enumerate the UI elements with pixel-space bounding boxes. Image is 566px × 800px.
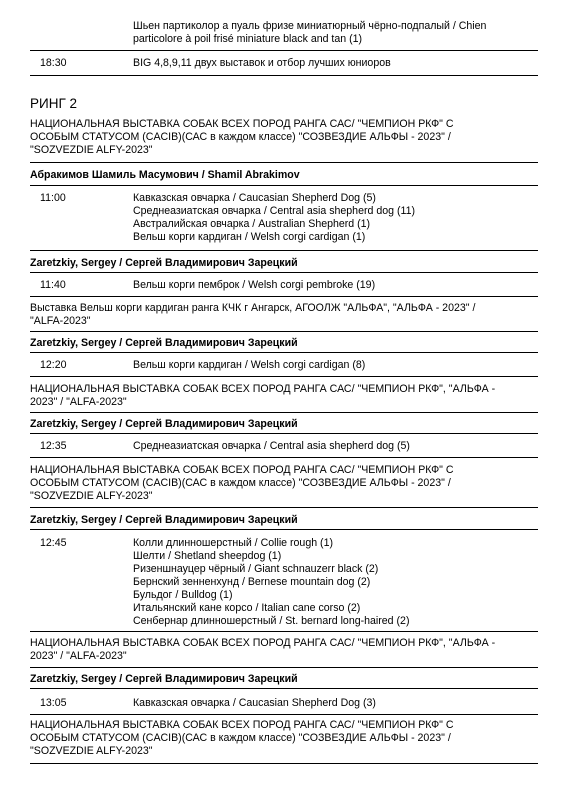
- show-line: ОСОБЫМ СТАТУСОМ (CACIB)(САС в каждом классе) "СОЗВЕЗДИЕ АЛЬФЫ - 2023" /: [30, 477, 451, 489]
- breed-list: [133, 359, 533, 372]
- divider: [30, 631, 538, 632]
- show-line: НАЦИОНАЛЬНАЯ ВЫСТАВКА СОБАК ВСЕХ ПОРОД РАНГА САС/ "ЧЕМПИОН РКФ" С: [30, 464, 454, 476]
- judge-name: Абракимов Шамиль Масумович / Shamil Abrakimov: [30, 169, 300, 181]
- breed-line: Ризеншнауцер чёрный / Giant schnauzerr black (2): [133, 563, 379, 575]
- divider: [30, 688, 538, 689]
- breed-line: Австралийская овчарка / Australian Shepherd (1): [133, 218, 371, 230]
- show-line: НАЦИОНАЛЬНАЯ ВЫСТАВКА СОБАК ВСЕХ ПОРОД РАНГА САС/ "ЧЕМПИОН РКФ" С: [30, 719, 454, 731]
- show-line: 2023" / "ALFA-2023": [30, 650, 127, 662]
- divider: [30, 667, 538, 668]
- divider: [30, 352, 538, 353]
- breed-list: [133, 192, 533, 244]
- show-title: [30, 719, 538, 758]
- breed-line: Шьен партиколор а пуаль фризе миниатюрный чёрно-подпалый / Chien: [133, 20, 487, 32]
- show-title: [30, 118, 538, 157]
- ring-title: РИНГ 2: [30, 96, 78, 111]
- divider: [30, 272, 538, 273]
- divider: [30, 507, 538, 508]
- show-line: ОСОБЫМ СТАТУСОМ (CACIB)(САС в каждом классе) "СОЗВЕЗДИЕ АЛЬФЫ - 2023" /: [30, 732, 451, 744]
- breed-list: [133, 279, 533, 292]
- time-slot: 18:30: [40, 57, 67, 69]
- judge-name: Zaretzkiy, Sergey / Сергей Владимирович Зарецкий: [30, 673, 298, 685]
- breed-list: [133, 537, 533, 628]
- time-slot: 13:05: [40, 697, 67, 709]
- show-line: НАЦИОНАЛЬНАЯ ВЫСТАВКА СОБАК ВСЕХ ПОРОД РАНГА САС/ "ЧЕМПИОН РКФ", "АЛЬФА -: [30, 637, 496, 649]
- divider: [30, 376, 538, 377]
- divider: [30, 50, 538, 51]
- show-line: "ALFA-2023": [30, 315, 91, 327]
- divider: [30, 529, 538, 530]
- breed-line: Вельш корги кардиган / Welsh corgi cardigan (1): [133, 231, 366, 243]
- time-slot: 11:00: [40, 192, 66, 204]
- time-slot: 12:20: [40, 359, 67, 371]
- judge-name: Zaretzkiy, Sergey / Сергей Владимирович Зарецкий: [30, 257, 298, 269]
- show-line: ОСОБЫМ СТАТУСОМ (CACIB)(САС в каждом классе) "СОЗВЕЗДИЕ АЛЬФЫ - 2023" /: [30, 131, 451, 143]
- show-line: "SOZVEZDIE ALFY-2023": [30, 490, 153, 502]
- breed-line: Бульдог / Bulldog (1): [133, 589, 233, 601]
- divider: [30, 250, 538, 251]
- show-title: [30, 383, 538, 409]
- breed-line: Вельш корги кардиган / Welsh corgi cardigan (8): [133, 359, 366, 371]
- divider: [30, 185, 538, 186]
- breed-line: Бернский зенненхунд / Bernese mountain dog (2): [133, 576, 371, 588]
- event-line: BIG 4,8,9,11 двух выставок и отбор лучших юниоров: [133, 57, 391, 69]
- judge-name: Zaretzkiy, Sergey / Сергей Владимирович Зарецкий: [30, 514, 298, 526]
- time-slot: 11:40: [40, 279, 66, 291]
- breed-list: [133, 20, 533, 46]
- show-line: "SOZVEZDIE ALFY-2023": [30, 745, 153, 757]
- divider: [30, 457, 538, 458]
- divider: [30, 763, 538, 764]
- show-line: "SOZVEZDIE ALFY-2023": [30, 144, 153, 156]
- divider: [30, 296, 538, 297]
- breed-line: Вельш корги пемброк / Welsh corgi pembroke (19): [133, 279, 376, 291]
- breed-list: [133, 440, 533, 453]
- show-title: [30, 302, 538, 328]
- divider: [30, 433, 538, 434]
- divider: [30, 162, 538, 163]
- show-line: Выставка Вельш корги кардиган ранга КЧК г Ангарск, АГООЛЖ "АЛЬФА", "АЛЬФА - 2023" /: [30, 302, 476, 314]
- breed-line: Итальянский кане корсо / Italian cane corso (2): [133, 602, 361, 614]
- show-title: [30, 637, 538, 663]
- event-title: [133, 57, 533, 70]
- breed-line: Среднеазиатская овчарка / Central asia shepherd dog (5): [133, 440, 410, 452]
- divider: [30, 75, 538, 76]
- breed-list: [133, 697, 533, 710]
- breed-line: Кавказская овчарка / Caucasian Shepherd Dog (3): [133, 697, 376, 709]
- divider: [30, 412, 538, 413]
- show-line: НАЦИОНАЛЬНАЯ ВЫСТАВКА СОБАК ВСЕХ ПОРОД РАНГА САС/ "ЧЕМПИОН РКФ", "АЛЬФА -: [30, 383, 496, 395]
- show-line: НАЦИОНАЛЬНАЯ ВЫСТАВКА СОБАК ВСЕХ ПОРОД РАНГА САС/ "ЧЕМПИОН РКФ" С: [30, 118, 454, 130]
- judge-name: Zaretzkiy, Sergey / Сергей Владимирович Зарецкий: [30, 337, 298, 349]
- breed-line: Колли длинношерстный / Collie rough (1): [133, 537, 333, 549]
- divider: [30, 714, 538, 715]
- time-slot: 12:45: [40, 537, 67, 549]
- breed-line: Среднеазиатская овчарка / Central asia shepherd dog (11): [133, 205, 415, 217]
- show-line: 2023" / "ALFA-2023": [30, 396, 127, 408]
- breed-line: Сенбернар длинношерстный / St. bernard long-haired (2): [133, 615, 410, 627]
- divider: [30, 331, 538, 332]
- time-slot: 12:35: [40, 440, 67, 452]
- breed-line: Кавказская овчарка / Caucasian Shepherd Dog (5): [133, 192, 376, 204]
- judge-name: Zaretzkiy, Sergey / Сергей Владимирович Зарецкий: [30, 418, 298, 430]
- show-title: [30, 464, 538, 503]
- breed-line: particolore à poil frisé miniature black and tan (1): [133, 33, 363, 45]
- breed-line: Шелти / Shetland sheepdog (1): [133, 550, 282, 562]
